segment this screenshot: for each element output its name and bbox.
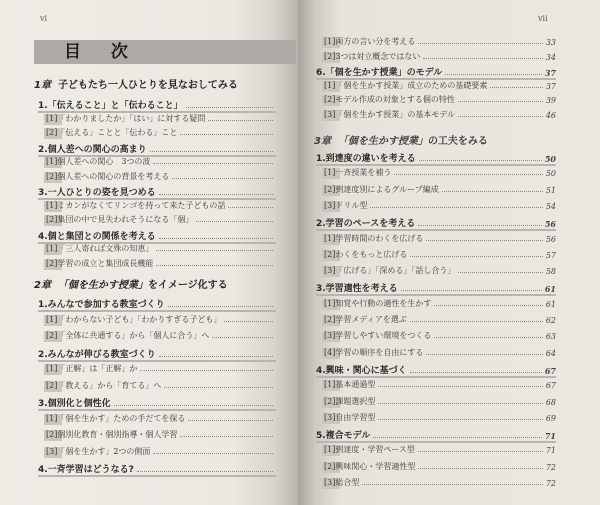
- page-number: 51: [545, 185, 556, 195]
- page-folio: vi: [40, 14, 48, 23]
- dot-leader: [378, 385, 542, 387]
- dot-leader: [172, 177, 273, 179]
- dot-leader: [418, 467, 542, 469]
- page-number: 54: [545, 201, 556, 211]
- entry-title: 1.みんなで参加する教室づくり: [38, 300, 165, 310]
- entry-title: [1]「わかりましたか」「はい」に対する疑問: [46, 113, 206, 123]
- toc-section-entry[interactable]: [38, 98, 276, 111]
- page-number: 56: [545, 234, 556, 244]
- entry-title: [3]「個を生かす」2つの側面: [46, 446, 151, 456]
- page-number: 72: [545, 462, 556, 472]
- toc-section-entry[interactable]: [38, 396, 276, 409]
- page-number: 64: [545, 348, 556, 358]
- page-number: 57: [545, 250, 556, 260]
- dot-leader: [490, 86, 542, 88]
- chapter-number: 2章: [34, 280, 51, 291]
- toc-section-entry[interactable]: [316, 216, 556, 229]
- dot-leader: [188, 419, 273, 421]
- entry-title: 4.一斉学習はどうなる?: [38, 465, 134, 475]
- dot-leader: [423, 57, 542, 59]
- page-number: 62: [545, 316, 556, 325]
- toc-subsection-entry[interactable]: [46, 446, 276, 457]
- dot-leader: [442, 190, 543, 192]
- entry-title: [3]「個を生かす授業」の基本モデル: [324, 109, 455, 119]
- chapter-1-heading: [34, 76, 274, 91]
- entry-title: 1.「伝えること」と「伝わること」: [38, 101, 183, 111]
- entry-title: [1]ミカンがなくてリンゴを持って来た子どもの話: [46, 200, 226, 210]
- dot-leader: [196, 220, 273, 222]
- left-page: [0, 0, 298, 505]
- section-rule: [316, 376, 556, 378]
- right-page: [298, 0, 600, 505]
- entry-title: [3]学習しやすい環境をつくる: [324, 331, 432, 341]
- toc-subsection-entry[interactable]: [46, 113, 276, 124]
- entry-title: [1]「わからない子ども」「わかりすぎる子ども」: [46, 314, 222, 324]
- dot-leader: [458, 115, 543, 117]
- dot-leader: [150, 150, 273, 152]
- toc-subsection-entry[interactable]: [46, 314, 276, 325]
- page-number: 63: [545, 332, 556, 342]
- dot-leader: [370, 206, 542, 208]
- toc-section-entry[interactable]: [38, 347, 276, 360]
- dot-leader: [458, 271, 542, 273]
- dot-leader: [208, 119, 273, 121]
- chapter-2-heading: [34, 276, 274, 291]
- dot-leader: [426, 239, 542, 241]
- entry-title: 3.学習適性を考える: [316, 284, 398, 295]
- toc-subsection-entry[interactable]: [324, 265, 556, 276]
- toc-section-entry[interactable]: [38, 297, 276, 310]
- entry-title: [2]3つは対立概念ではない: [324, 51, 421, 61]
- entry-title: [2]到達度別によるグループ編成: [324, 184, 439, 194]
- section-rule: [38, 409, 276, 411]
- toc-subsection-entry[interactable]: [324, 51, 556, 62]
- dot-leader: [410, 371, 542, 373]
- page-number: 39: [545, 96, 556, 105]
- section-rule: [316, 441, 556, 443]
- toc-subsection-entry[interactable]: [46, 127, 276, 138]
- dot-leader: [426, 353, 542, 355]
- dot-leader: [159, 355, 273, 357]
- entry-title: [3]「広げる」「深める」「話し合う」: [324, 266, 456, 276]
- toc-subsection-entry[interactable]: [324, 444, 556, 455]
- dot-leader: [378, 418, 542, 420]
- toc-subsection-entry[interactable]: [46, 363, 276, 374]
- toc-subsection-entry[interactable]: [324, 298, 556, 309]
- entry-title: [2]学習の成立と集団成長機能: [46, 258, 154, 268]
- entry-title: 4.興味・関心に基づく: [316, 365, 407, 376]
- page-number: 37: [544, 68, 556, 78]
- entry-title: 2.みんなが伸びる教室づくり: [38, 349, 156, 360]
- toc-subsection-entry[interactable]: [324, 184, 556, 195]
- entry-title: [1]両方の言い分を考える: [324, 37, 416, 46]
- toc-subsection-entry[interactable]: [46, 200, 276, 211]
- entry-title: [2]集団の中で見失われそうになる「個」: [46, 215, 194, 224]
- toc-section-entry[interactable]: [38, 142, 276, 155]
- section-rule: [316, 164, 556, 166]
- entry-title: [2]「教える」から「育てる」へ: [46, 380, 162, 390]
- entry-title: [4]学習の順序を自由にする: [324, 347, 424, 357]
- page-number: 69: [545, 413, 556, 423]
- toc-subsection-entry[interactable]: [324, 109, 556, 120]
- dot-leader: [418, 450, 543, 452]
- chapter-title-highlight: 「個を生かす授業」: [57, 280, 148, 291]
- chapter-number: 3章: [314, 136, 331, 147]
- entry-title: 4.個と集団との関係を考える: [38, 231, 156, 242]
- toc-section-entry[interactable]: [38, 229, 276, 242]
- entry-title: 6.「個を生かす授業」のモデル: [316, 68, 443, 78]
- toc-subsection-entry[interactable]: [324, 80, 556, 91]
- toc-subsection-entry[interactable]: [46, 156, 276, 167]
- toc-subsection-entry[interactable]: [324, 347, 556, 358]
- dot-leader: [114, 404, 273, 406]
- page-number: 50: [545, 169, 556, 179]
- toc-subsection-entry[interactable]: [46, 243, 276, 254]
- dot-leader: [410, 320, 543, 322]
- entry-title: [2]わくをもっと広げる: [324, 249, 408, 259]
- page-number: 33: [545, 38, 556, 47]
- toc-subsection-entry[interactable]: [324, 396, 556, 407]
- page-number: 46: [545, 110, 556, 120]
- toc-section-entry[interactable]: [316, 363, 556, 376]
- dot-leader: [180, 133, 273, 135]
- section-rule: [316, 294, 556, 296]
- entry-title: [1]個人差への関心 3つの波: [46, 157, 151, 166]
- dot-leader: [137, 470, 273, 472]
- dot-leader: [394, 173, 542, 175]
- entry-title: [2]興味関心・学習適性型: [324, 461, 416, 471]
- toc-subsection-entry[interactable]: [324, 94, 556, 105]
- toc-subsection-entry[interactable]: [324, 461, 556, 472]
- entry-title: [2]個別化教育・個別指導・個人学習: [46, 430, 178, 439]
- dot-leader: [186, 106, 273, 108]
- entry-title: [2]個人差への関心の背景を考える: [46, 171, 170, 181]
- chapter-number: 1章: [34, 80, 51, 91]
- dot-leader: [140, 369, 273, 371]
- page-number: 72: [545, 479, 556, 488]
- toc-subsection-entry[interactable]: [324, 249, 556, 260]
- page-number: 50: [544, 154, 556, 164]
- toc-subsection-entry[interactable]: [46, 171, 276, 182]
- dot-leader: [228, 206, 273, 208]
- dot-leader: [159, 193, 273, 195]
- entry-title: [2]学習メディアを選ぶ: [324, 315, 407, 324]
- entry-title: 2.個人差への関心の高まり: [38, 144, 147, 155]
- entry-title: [1]「正解」は「正解」か: [46, 364, 138, 373]
- dot-leader: [410, 255, 542, 257]
- entry-title: [2]課題選択型: [324, 396, 376, 406]
- page-number: 61: [545, 299, 556, 309]
- page-number: 67: [544, 365, 556, 376]
- entry-title: [1]一斉授業を補う: [324, 168, 392, 178]
- toc-subsection-entry[interactable]: [46, 258, 276, 269]
- entry-title: 1.到達度の違いを考える: [316, 154, 416, 164]
- page-folio: vii: [538, 14, 548, 23]
- entry-title: [1]「三人寄れば文殊の知恵」: [46, 244, 154, 253]
- toc-subsection-entry[interactable]: [324, 477, 556, 488]
- toc-subsection-entry[interactable]: [324, 200, 556, 211]
- page-number: 34: [545, 52, 556, 62]
- toc-subsection-entry[interactable]: [324, 330, 556, 341]
- dot-leader: [180, 435, 273, 437]
- toc-section-entry[interactable]: [38, 185, 276, 198]
- chapter-title: 子どもたち一人ひとりを見なおしてみる: [57, 80, 238, 91]
- toc-subsection-entry[interactable]: [324, 36, 556, 47]
- entry-title: 5.複合モデル: [316, 431, 371, 442]
- entry-title: [3]ドリル型: [324, 200, 368, 210]
- page-number: 67: [545, 381, 556, 391]
- dot-leader: [445, 73, 542, 75]
- dot-leader: [168, 305, 273, 307]
- toc-section-entry[interactable]: [316, 65, 556, 78]
- page-number: 68: [545, 397, 556, 407]
- section-rule: [38, 310, 276, 312]
- toc-section-entry[interactable]: [316, 428, 556, 441]
- dot-leader: [153, 162, 273, 164]
- entry-title: [1]知覚や行動の適性を生かす: [324, 298, 432, 308]
- toc-subsection-entry[interactable]: [46, 380, 276, 391]
- dot-leader: [156, 264, 273, 266]
- dot-leader: [378, 402, 542, 404]
- dot-leader: [153, 452, 273, 454]
- page-number: 56: [544, 219, 556, 230]
- entry-title: [1]「個を生かす授業」成立のための基礎要素: [324, 80, 488, 90]
- entry-title: [3]自由学習型: [324, 412, 376, 422]
- toc-subsection-entry[interactable]: [46, 214, 276, 225]
- page-number: 37: [545, 81, 556, 91]
- entry-title: [3]総合型: [324, 478, 360, 487]
- dot-leader: [419, 159, 542, 161]
- section-rule: [38, 360, 276, 362]
- toc-title: 目 次: [64, 42, 140, 62]
- dot-leader: [458, 100, 543, 102]
- dot-leader: [362, 483, 542, 485]
- page-number: 61: [544, 284, 556, 295]
- page-number: 58: [545, 267, 556, 277]
- dot-leader: [418, 224, 542, 226]
- entry-title: [1]到達度・学習ペース型: [324, 445, 415, 455]
- entry-title: [2]モデル作成の対象とする個の特性: [324, 95, 455, 104]
- dot-leader: [164, 386, 273, 388]
- toc-subsection-entry[interactable]: [46, 429, 276, 440]
- entry-title: 2.学習のペースを考える: [316, 219, 416, 230]
- dot-leader: [212, 336, 273, 338]
- dot-leader: [224, 320, 273, 322]
- chapter-title-rest: をイメージ化する: [147, 280, 228, 291]
- toc-subsection-entry[interactable]: [46, 330, 276, 341]
- toc-subsection-entry[interactable]: [324, 233, 556, 244]
- toc-section-entry[interactable]: [316, 281, 556, 294]
- toc-section-entry[interactable]: [316, 151, 556, 164]
- toc-subsection-entry[interactable]: [324, 167, 556, 178]
- chapter-title-highlight: 「個を生かす授業」: [337, 136, 428, 147]
- dot-leader: [434, 304, 542, 306]
- toc-section-entry[interactable]: [38, 462, 276, 475]
- page-number: 71: [545, 446, 556, 456]
- toc-subsection-entry[interactable]: [324, 314, 556, 325]
- chapter-title-rest: の工夫をみる: [427, 136, 488, 147]
- dot-leader: [418, 42, 542, 44]
- toc-subsection-entry[interactable]: [324, 379, 556, 390]
- dot-leader: [373, 436, 542, 438]
- dot-leader: [159, 237, 273, 239]
- entry-title: [1]学習時間のわくを広げる: [324, 233, 424, 243]
- entry-title: 3.一人ひとりの姿を見つめる: [38, 188, 156, 198]
- toc-subsection-entry[interactable]: [46, 413, 276, 424]
- dot-leader: [156, 249, 273, 251]
- entry-title: 3.個別化と個性化: [38, 399, 111, 409]
- page-number: 71: [544, 431, 556, 442]
- section-rule: [316, 229, 556, 231]
- chapter-3-heading: [314, 132, 554, 147]
- entry-title: [1]基本通過型: [324, 380, 376, 390]
- dot-leader: [401, 289, 542, 291]
- dot-leader: [434, 336, 542, 338]
- toc-subsection-entry[interactable]: [324, 412, 556, 423]
- entry-title: [2]「全体に共通する」から「個人に合う」へ: [46, 331, 210, 340]
- entry-title: [2]「伝える」ことと「伝わる」こと: [46, 128, 178, 137]
- section-rule: [38, 475, 276, 477]
- entry-title: [1]「個を生かす」ための手だてを探る: [46, 413, 186, 423]
